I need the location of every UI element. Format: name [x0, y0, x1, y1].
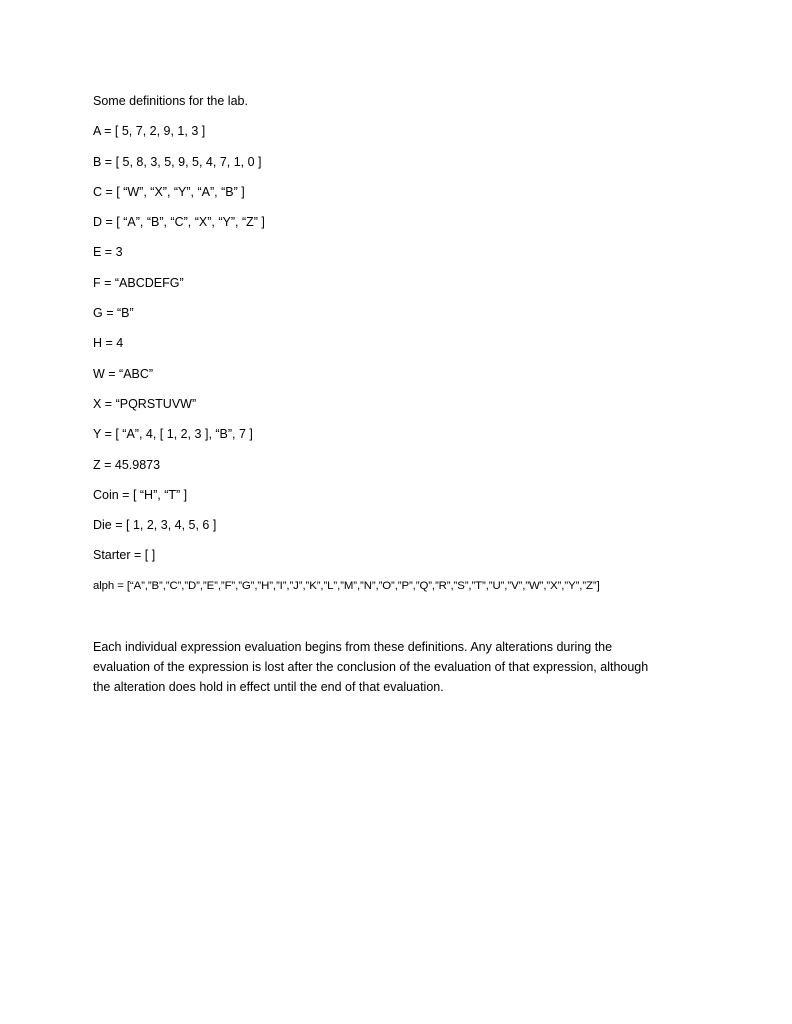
- definition-x: X = “PQRSTUVW”: [93, 396, 197, 411]
- definition-c: C = [ “W”, “X”, “Y”, “A”, “B” ]: [93, 184, 245, 199]
- definition-h: H = 4: [93, 336, 124, 351]
- definition-die: Die = [ 1, 2, 3, 4, 5, 6 ]: [93, 518, 217, 533]
- evaluation-note-paragraph: [93, 637, 703, 697]
- definition-y: Y = [ “A”, 4, [ 1, 2, 3 ], “B”, 7 ]: [93, 427, 253, 442]
- definition-z: Z = 45.9873: [93, 457, 161, 472]
- definitions-section: [93, 92, 703, 607]
- definition-f: F = “ABCDEFG”: [93, 275, 184, 290]
- definition-g: G = “B”: [93, 306, 134, 321]
- definition-a: A = [ 5, 7, 2, 9, 1, 3 ]: [93, 124, 206, 139]
- definition-alph: alph = [“A”,”B”,”C”,”D”,”E”,”F”,”G”,”H”,”I”,”J”,”K”,”L”,”M”,”N”,”O”,”P”,”Q”,”R”,”S”,”T”,”U”,”V”,”W”,”X”,”Y”,”Z”]: [93, 579, 600, 592]
- intro-text: Some definitions for the lab.: [93, 94, 248, 108]
- paragraph-line: Each individual expression evaluation begins from these definitions. Any alterations during the: [93, 640, 613, 654]
- paragraph-line: the alteration does hold in effect until the end of that evaluation.: [93, 680, 444, 694]
- paragraph-line: evaluation of the expression is lost after the conclusion of the evaluation of that expression, although: [93, 660, 649, 674]
- definition-d: D = [ “A”, “B”, “C”, “X”, “Y”, “Z” ]: [93, 215, 265, 230]
- definition-w: W = “ABC”: [93, 366, 154, 381]
- definition-coin: Coin = [ “H”, “T” ]: [93, 487, 188, 502]
- definition-e: E = 3: [93, 245, 123, 260]
- definition-b: B = [ 5, 8, 3, 5, 9, 5, 4, 7, 1, 0 ]: [93, 154, 262, 169]
- definition-starter: Starter = [ ]: [93, 548, 156, 563]
